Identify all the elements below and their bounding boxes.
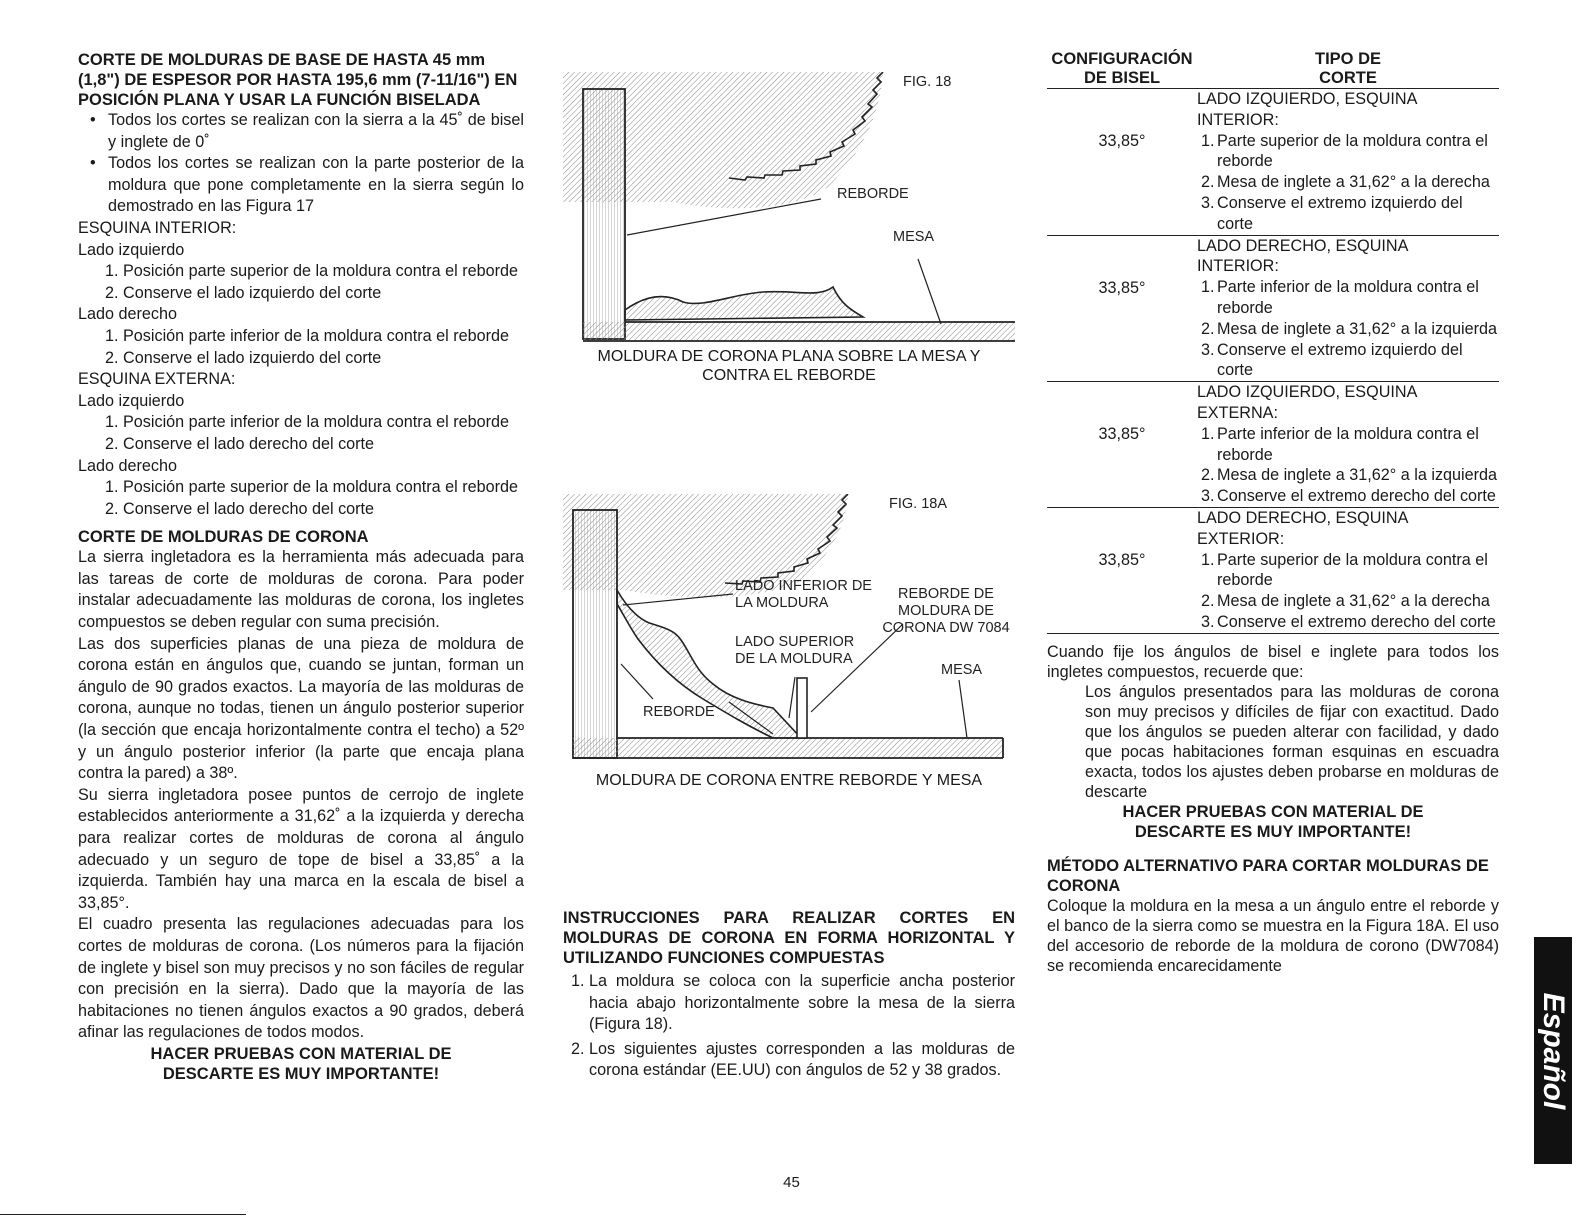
page-number: 45: [783, 1174, 800, 1191]
row-3-step-2-text: Mesa de inglete a 31,62° a la izquierda: [1217, 466, 1498, 485]
row-4-step-1: [1197, 550, 1499, 592]
footer-rule: [0, 1214, 246, 1215]
row-3-step-3: [1197, 486, 1499, 507]
row-4-title: LADO DERECHO, ESQUINA EXTERIOR:: [1197, 508, 1408, 548]
figure-18-mesa-label: MESA: [893, 229, 935, 245]
inside-corner-heading: ESQUINA INTERIOR:: [78, 218, 237, 237]
bullet-2: • Todos los cortes se realizan con la parte posterior de la moldura que pone completamente en la sierra según lo demostrado en las Figura 17: [78, 153, 524, 218]
row-3-step-3-text: Conserve el extremo derecho del corte: [1217, 487, 1496, 506]
row-1-step-2: [1197, 172, 1499, 193]
row-1-step-2-number: 2.: [1201, 173, 1215, 192]
instruction-1-number: 1.: [571, 972, 585, 990]
compound-note-para: Cuando fije los ángulos de bisel e inglete para todos los ingletes compuestos, recuerde que:: [1047, 642, 1499, 681]
row-3-step-2-number: 2.: [1201, 466, 1215, 485]
header-cut-type: [1197, 50, 1499, 89]
row-1-step-1: [1197, 131, 1499, 173]
inside-right-step-1: 1. Posición parte inferior de la moldura contra el reborde: [105, 326, 510, 345]
row-4-step-2-text: Mesa de inglete a 31,62° a la derecha: [1217, 592, 1490, 611]
outside-right-step-1: 1. Posición parte superior de la moldura contra el reborde: [105, 478, 519, 497]
header-cut-line-2: CORTE: [1319, 69, 1377, 87]
row-1-title: LADO IZQUIERDO, ESQUINA INTERIOR:: [1197, 90, 1417, 129]
instruction-2-number: 2.: [571, 1039, 585, 1058]
header-cut-line-1: TIPO DE: [1314, 50, 1381, 68]
warning-test-scrap-2: HACER PRUEBAS CON MATERIAL DE DESCARTE ES MUY IMPORTANTE!: [1122, 802, 1424, 841]
row-4-step-3-text: Conserve el extremo derecho del corte: [1217, 612, 1496, 631]
language-side-tab: [1534, 937, 1572, 1164]
row-1-bevel: 33,85°: [1047, 89, 1197, 236]
row-2-step-3-text: Conserve el extremo izquierdo del corte: [1217, 340, 1463, 380]
row-2-step-1-number: 1.: [1201, 278, 1215, 297]
outside-left-label: Lado izquierdo: [78, 391, 185, 410]
figure-18-caption: MOLDURA DE CORONA PLANA SOBRE LA MESA Y CONTRA EL REBORDE: [597, 348, 981, 384]
instruction-1: [563, 971, 1015, 1036]
row-1-step-1-number: 1.: [1201, 131, 1215, 150]
outside-right-label: Lado derecho: [78, 456, 178, 475]
row-2-step-2-number: 2.: [1201, 319, 1215, 338]
row-3-step-1: [1197, 424, 1499, 466]
row-2-bevel: 33,85°: [1047, 235, 1197, 382]
row-1-step-3: [1197, 193, 1499, 235]
table-row: [1047, 507, 1499, 633]
row-3-step-1-text: Parte inferior de la moldura contra el reborde: [1217, 424, 1479, 464]
table-row: [1047, 235, 1499, 382]
heading-base-molding: CORTE DE MOLDURAS DE BASE DE HASTA 45 mm (1,8") DE ESPESOR POR HASTA 195,6 mm (7-11/16") EN POSICIÓN PLANA Y USAR LA FUNCIÓN BISELADA: [78, 51, 518, 109]
row-3-cut: [1197, 382, 1499, 508]
row-2-step-2-text: Mesa de inglete a 31,62° a la izquierda: [1217, 319, 1498, 338]
row-4-step-3: [1197, 612, 1499, 633]
table-header: [1047, 50, 1499, 89]
row-2-step-3: [1197, 340, 1499, 382]
figure-18a-lado-superior-label: LADO SUPERIOR DE LA MOLDURA: [735, 634, 855, 667]
inside-left-step-2: 2. Conserve el lado izquierdo del corte: [105, 283, 382, 302]
row-1-step-3-text: Conserve el extremo izquierdo del corte: [1217, 193, 1463, 233]
middle-column-text: [563, 908, 1015, 1082]
figure-18a-caption: MOLDURA DE CORONA ENTRE REBORDE Y MESA: [595, 772, 983, 789]
row-2-step-1: [1197, 277, 1499, 319]
row-4-cut: [1197, 507, 1499, 633]
inside-right-step-2: 2. Conserve el lado izquierdo del corte: [105, 348, 382, 367]
crown-para-3: Su sierra ingletadora posee puntos de cerrojo de inglete establecidos anteriormente a 31,62˚ a la izquierda y derecha para realizar cortes de molduras de corona al ángulo adecuado y un seguro de tope de bisel a 33,85˚ a la izquierda. También hay una marca en la escala de bisel a 33,85°.: [78, 785, 524, 912]
row-3-title: LADO IZQUIERDO, ESQUINA EXTERNA:: [1197, 383, 1417, 422]
header-bevel-config: [1047, 50, 1197, 89]
outside-left-step-1: 1. Posición parte inferior de la moldura contra el reborde: [105, 413, 510, 432]
row-4-step-3-number: 3.: [1201, 612, 1215, 631]
row-3-step-3-number: 3.: [1201, 487, 1215, 506]
instruction-2: [563, 1039, 1015, 1082]
inside-left-label: Lado izquierdo: [78, 240, 185, 259]
table-row: [1047, 382, 1499, 508]
header-bevel-line-2: DE BISEL: [1083, 69, 1161, 87]
figure-18: [563, 72, 1018, 347]
row-2-title: LADO DERECHO, ESQUINA INTERIOR:: [1197, 236, 1408, 276]
figure-18-illustration: [563, 72, 1018, 347]
figure-18a: [563, 494, 1018, 769]
figure-18a-reborde-moldura-label: REBORDE DE MOLDURA DE CORONA DW 7084: [882, 586, 1010, 636]
row-1-step-2-text: Mesa de inglete a 31,62° a la derecha: [1217, 173, 1490, 192]
row-4-step-1-number: 1.: [1201, 550, 1215, 569]
crown-para-2: Las dos superficies planas de una pieza de moldura de corona están en ángulos que, cuando se juntan, forman un ángulo de 90 grados exactos. La mayoría de las molduras de corona, aunque no todas, tienen un ángulo posterior superior (la sección que encaja horizontalmente contra el techo) a 52º y un ángulo posterior inferior (la parte que encaja plana contra la pared) a 38º.: [78, 634, 524, 783]
row-1-step-3-number: 3.: [1201, 193, 1215, 212]
instruction-1-text: La moldura se coloca con la superficie ancha posterior hacia abajo horizontalmente sobre la mesa de la sierra (Figura 18).: [589, 972, 1015, 1034]
table-row: [1047, 89, 1499, 236]
figure-18a-reborde-label: REBORDE: [643, 704, 715, 720]
row-3-bevel: 33,85°: [1047, 382, 1197, 508]
inside-right-label: Lado derecho: [78, 305, 178, 324]
row-1-cut: [1197, 89, 1499, 236]
bevel-settings-table: [1047, 50, 1499, 634]
language-side-tab-label: Español: [1537, 992, 1570, 1109]
row-4-step-2-number: 2.: [1201, 592, 1215, 611]
figure-18a-label: FIG. 18A: [889, 496, 948, 512]
header-bevel-line-1: CONFIGURACIÓN: [1051, 50, 1193, 68]
heading-horizontal-cuts: INSTRUCCIONES PARA REALIZAR CORTES EN MOLDURAS DE CORONA EN FORMA HORIZONTAL Y UTILIZANDO FUNCIONES COMPUESTAS: [563, 909, 1015, 967]
figure-18a-mesa-label: MESA: [941, 662, 983, 678]
heading-crown-molding: CORTE DE MOLDURAS DE CORONA: [78, 528, 369, 547]
warning-test-scrap: HACER PRUEBAS CON MATERIAL DE DESCARTE ES MUY IMPORTANTE!: [150, 1044, 452, 1083]
bullet-1: • Todos los cortes se realizan con la sierra a la 45˚ de bisel y inglete de 0˚: [78, 110, 524, 153]
row-2-step-3-number: 3.: [1201, 340, 1215, 359]
outside-corner-heading: ESQUINA EXTERNA:: [78, 370, 236, 389]
right-column: [1047, 50, 1499, 976]
crown-para-1: La sierra ingletadora es la herramienta más adecuada para las tareas de corte de molduras de corona. Para poder instalar adecuadamente las molduras de corona, los ingletes compuestos se deben regular con suma precisión.: [78, 548, 524, 632]
compound-note-detail: Los ángulos presentados para las molduras de corona son muy precisos y difíciles de fijar con exactitud. Dado que los ángulos se pueden alterar con facilidad, y dado que pocas habitaciones forman esquinas en escuadra exacta, todos los ajustes deben probarse en molduras de descarte: [1085, 682, 1499, 801]
alternative-method-para: Coloque la moldura en la mesa a un ángulo entre el reborde y el banco de la sierra como se muestra en la Figura 18A. El uso del accesorio de reborde de la moldura de corono (DW7084) se recomienda encarecidamente: [1047, 896, 1499, 975]
outside-left-step-2: 2. Conserve el lado derecho del corte: [105, 434, 375, 453]
row-1-step-1-text: Parte superior de la moldura contra el reborde: [1217, 131, 1488, 171]
figure-18a-lado-inferior-label: LADO INFERIOR DE LA MOLDURA: [735, 578, 872, 611]
heading-alternative-method: MÉTODO ALTERNATIVO PARA CORTAR MOLDURAS DE CORONA: [1047, 856, 1489, 895]
row-2-step-1-text: Parte inferior de la moldura contra el reborde: [1217, 278, 1479, 317]
row-4-bevel: 33,85°: [1047, 507, 1197, 633]
row-2-cut: [1197, 235, 1499, 382]
figure-18-label: FIG. 18: [903, 74, 952, 90]
row-4-step-1-text: Parte superior de la moldura contra el reborde: [1217, 550, 1488, 590]
row-4-step-2: [1197, 591, 1499, 612]
row-3-step-2: [1197, 465, 1499, 486]
inside-left-step-1: 1. Posición parte superior de la moldura contra el reborde: [105, 262, 519, 281]
left-column: [78, 50, 524, 1084]
instruction-2-text: Los siguientes ajustes corresponden a las molduras de corona estándar (EE.UU) con ángulos de 52 y 38 grados.: [589, 1039, 1015, 1080]
outside-right-step-2: 2. Conserve el lado derecho del corte: [105, 499, 375, 518]
row-3-step-1-number: 1.: [1201, 424, 1215, 443]
row-2-step-2: [1197, 319, 1499, 340]
figure-18-reborde-label: REBORDE: [837, 186, 909, 202]
crown-para-4: El cuadro presenta las regulaciones adecuadas para los cortes de molduras de corona. (Los números para la fijación de inglete y bisel son muy precisos y no son fáciles de regular con precisión en la sierra). Dado que la mayoría de las habitaciones no tienen ángulos exactos a 90 grados, deberá afinar las regulaciones de todos modos.: [78, 915, 524, 1042]
